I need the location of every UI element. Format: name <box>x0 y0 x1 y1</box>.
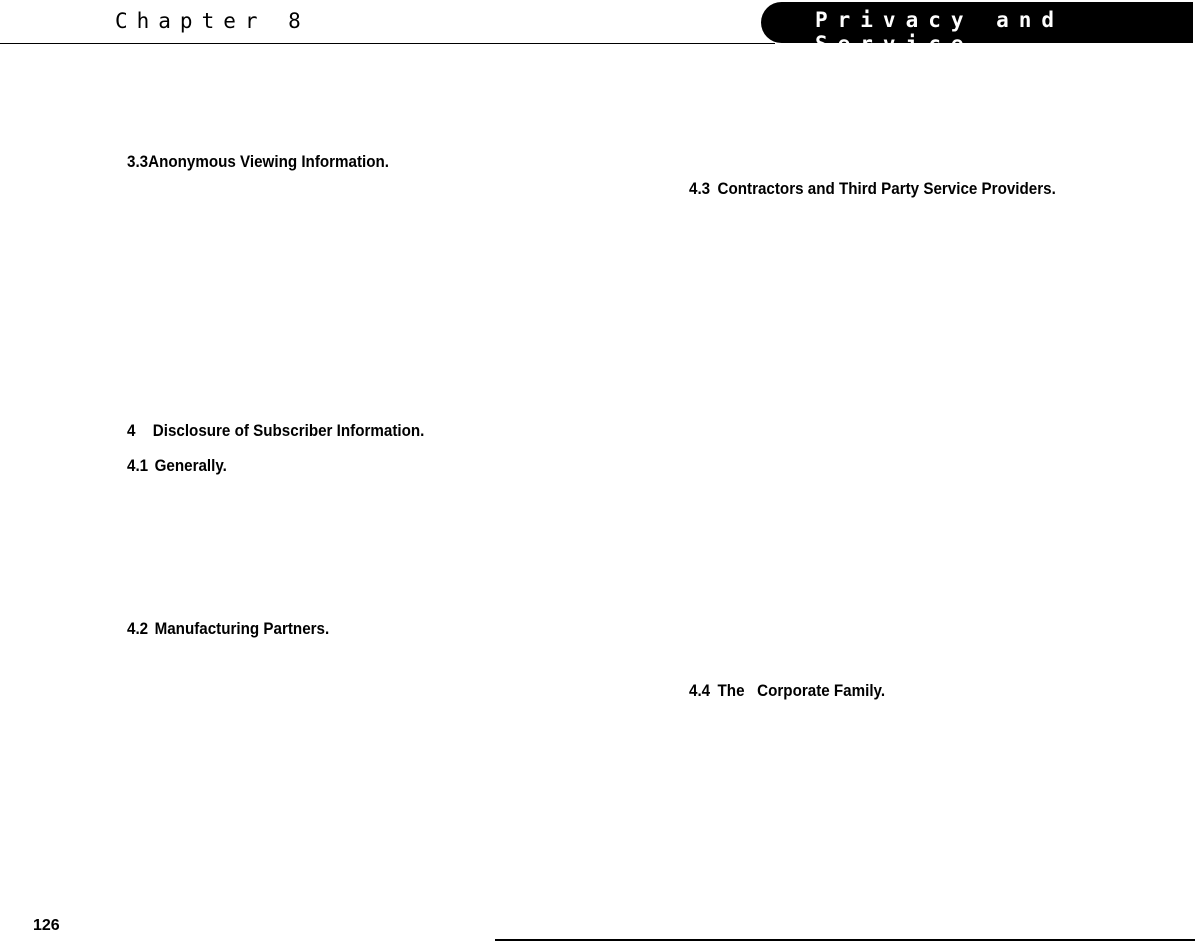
heading-number: 4 <box>127 422 136 440</box>
footer-rule <box>495 939 1195 941</box>
heading-number: 4.1 <box>127 457 149 475</box>
heading-title: Anonymous Viewing Information. <box>148 153 390 171</box>
heading-4-1 <box>127 457 227 476</box>
heading-number: 4.4 <box>689 682 711 700</box>
page-number: 126 <box>33 917 60 934</box>
heading-4 <box>127 422 424 441</box>
heading-title: The Corporate Family. <box>717 682 886 700</box>
heading-4-3 <box>689 180 1056 199</box>
heading-4-2 <box>127 620 329 639</box>
heading-title: Generally. <box>154 457 227 475</box>
heading-4-4 <box>689 682 885 701</box>
section-tab-label: Privacy and Service <box>815 8 1065 56</box>
heading-number: 4.2 <box>127 620 149 638</box>
heading-number: 3.3 <box>127 153 149 171</box>
heading-number: 4.3 <box>689 180 711 198</box>
heading-title: Disclosure of Subscriber Information. <box>152 422 425 440</box>
heading-title: Contractors and Third Party Service Providers. <box>717 180 1056 198</box>
heading-3-3 <box>127 153 389 172</box>
chapter-label: Chapter 8 <box>115 9 310 33</box>
header-rule <box>0 43 775 44</box>
heading-title: Manufacturing Partners. <box>154 620 330 638</box>
